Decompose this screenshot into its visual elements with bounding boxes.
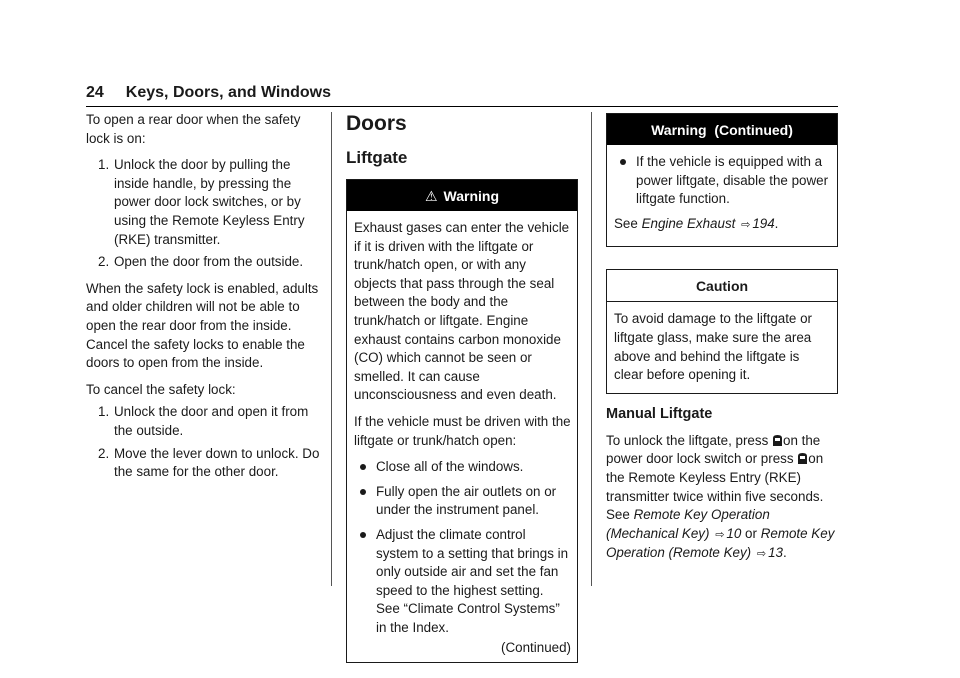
warning-continued-box — [606, 113, 838, 247]
liftgate-key-icon — [772, 434, 783, 447]
section-title: Doors — [346, 112, 407, 135]
list-item: 2. Open the door from the outside. — [98, 254, 304, 270]
see-reference: See Engine Exhaust ⇨ 194. — [614, 215, 779, 231]
page-reference[interactable]: 13 — [768, 545, 783, 561]
warning-body: Exhaust gases can enter the vehicle if it is driven with the liftgate or trunk/hatch open, or with any objects that pass through the seal between the body and the trunk/hatch or liftgate. Engine exhaust contains carbon monoxide (CO) which cannot be seen or smelled. It can cause unconsciousness and even death. If the vehicle must be driven with the liftgate or trunk/hatch open: Close all of the windows. Fully open the air outlets on or under the instrument panel. Adjust the climate control system to a setting that brings in only outside air and set the fan speed to the highest setting. See “Climate Control Systems” in the Index. (Continued) — [347, 211, 577, 662]
cross-reference-link[interactable]: Remote Key Operation (Mechanical Key) — [606, 507, 770, 541]
continued-label: (Continued) — [501, 640, 571, 656]
intro-paragraph: To open a rear door when the safety lock is on: — [86, 112, 301, 146]
page-header — [86, 82, 838, 107]
safety-lock-paragraph: When the safety lock is enabled, adults and older children will not be able to open the rear door from the inside. Cancel the safety locks to enable the doors to open from the inside. — [86, 280, 319, 371]
column-right — [606, 113, 838, 572]
column-divider-right — [591, 112, 592, 586]
caution-box — [606, 269, 838, 393]
list-item: 1. Unlock the door and open it from the outside. — [98, 404, 309, 438]
list-item: Fully open the air outlets on or under the instrument panel. — [354, 483, 571, 520]
list-item: 1. Unlock the door by pulling the inside handle, by pressing the power door lock switches, or by using the Remote Keyless Entry (RKE) transmitter. — [98, 157, 305, 247]
list-item: 2. Move the lever down to unlock. Do the same for the other door. — [98, 445, 320, 480]
page-arrow-icon: ⇨ — [756, 548, 767, 561]
open-steps-list — [86, 156, 322, 272]
warning-box — [346, 179, 578, 663]
page-number: 24 — [86, 84, 104, 101]
cancel-intro: To cancel the safety lock: — [86, 381, 236, 397]
subsection-title: Liftgate — [346, 148, 408, 167]
page-reference[interactable]: 194 — [752, 215, 775, 231]
cancel-steps-list — [86, 403, 322, 481]
column-left — [86, 111, 322, 490]
warning-continued-body — [607, 145, 837, 246]
cross-reference-link[interactable]: Remote Key Operation (Remote Key) — [606, 525, 835, 561]
page-arrow-icon: ⇨ — [741, 218, 751, 231]
list-item: If the vehicle is equipped with a power liftgate, disable the power liftgate function. — [614, 153, 831, 209]
manual-liftgate-paragraph: To unlock the liftgate, press on the power door lock switch or press on the Remote Keyless Entry (RKE) transmitter twice within five seconds. See Remote Key Operation (Mechanical Key) ⇨ 10 or Remote Key Operation (Remote Key) ⇨ 13. — [606, 432, 835, 561]
liftgate-key-icon — [797, 452, 808, 465]
list-item: Close all of the windows. — [354, 458, 571, 477]
warning-continued-header: Warning (Continued) — [607, 114, 837, 145]
column-middle — [346, 111, 578, 663]
warning-icon: ⚠ — [424, 188, 438, 204]
page-arrow-icon: ⇨ — [715, 528, 725, 541]
caution-header: Caution — [607, 270, 837, 302]
manual-liftgate-title: Manual Liftgate — [606, 405, 713, 422]
cross-reference-link[interactable]: Engine Exhaust — [641, 215, 736, 231]
chapter-title: Keys, Doors, and Windows — [125, 84, 332, 101]
page-reference[interactable]: 10 — [726, 525, 742, 541]
warning-header: ⚠ Warning — [347, 180, 577, 211]
column-divider-left — [331, 112, 332, 586]
list-item: Adjust the climate control system to a setting that brings in only outside air and set the fan speed to the highest setting. See “Climate Control Systems” in the Index. — [354, 526, 571, 638]
warning-bullets — [354, 458, 571, 637]
caution-body: To avoid damage to the liftgate or liftgate glass, make sure the area above and behind the liftgate is clear before opening it. — [614, 311, 813, 383]
